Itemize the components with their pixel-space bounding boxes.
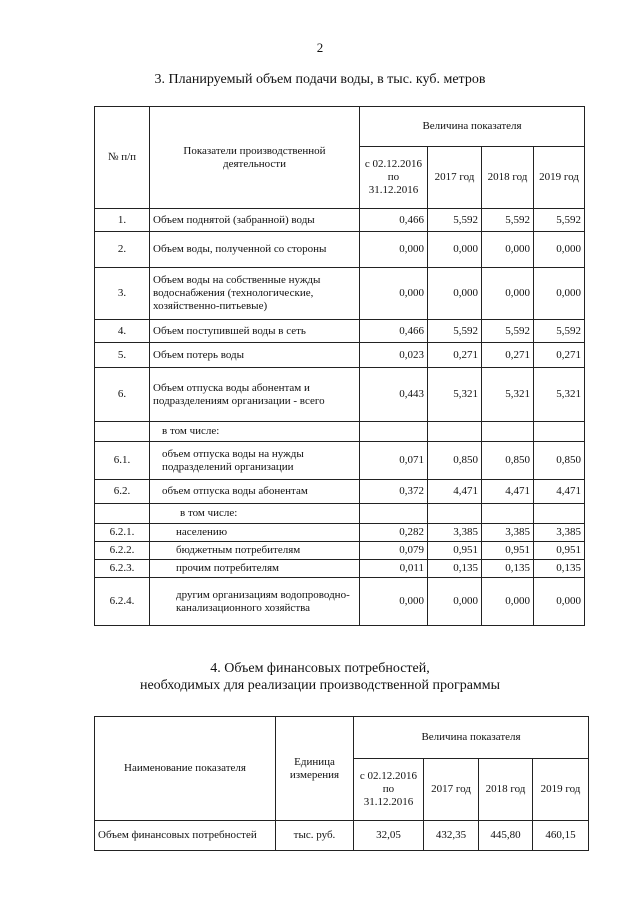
table-row [95, 209, 585, 232]
row-value: 5,592 [482, 320, 534, 343]
fin-header-2019: 2019 год [533, 759, 589, 821]
row-name: Объем поступившей воды в сеть [150, 320, 360, 343]
row-value: 5,321 [534, 368, 585, 422]
fin-header-value-group: Величина показателя [354, 717, 589, 759]
table-row [95, 442, 585, 480]
header-period1: с 02.12.2016 по 31.12.2016 [360, 147, 428, 209]
row-value: 0,000 [360, 578, 428, 626]
fin-row-value: 432,35 [424, 821, 479, 851]
fin-header-period1: с 02.12.2016 по 31.12.2016 [354, 759, 424, 821]
row-value: 5,321 [428, 368, 482, 422]
row-num: 1. [95, 209, 150, 232]
row-num: 6.2.2. [95, 542, 150, 560]
row-value: 0,282 [360, 524, 428, 542]
row-value: 5,321 [482, 368, 534, 422]
row-num [95, 422, 150, 442]
row-name: Объем поднятой (забранной) воды [150, 209, 360, 232]
section4-title [0, 660, 640, 694]
row-name: другим организациям водопроводно-канализационного хозяйства [150, 578, 360, 626]
financial-needs-table [94, 716, 589, 851]
table-row [95, 560, 585, 578]
row-value [534, 504, 585, 524]
row-value: 4,471 [428, 480, 482, 504]
row-value: 0,000 [428, 268, 482, 320]
row-value: 5,592 [428, 209, 482, 232]
row-value [360, 504, 428, 524]
fin-row-unit: тыс. руб. [276, 821, 354, 851]
header-2018: 2018 год [482, 147, 534, 209]
fin-row-value: 460,15 [533, 821, 589, 851]
row-num: 6.2. [95, 480, 150, 504]
row-value: 3,385 [482, 524, 534, 542]
header-indicators: Показатели производственной деятельности [150, 107, 360, 209]
table-row [95, 578, 585, 626]
row-value: 0,000 [482, 232, 534, 268]
row-value: 0,466 [360, 209, 428, 232]
row-name: Объем воды на собственные нужды водоснабжения (технологические, хозяйственно-питьевые) [150, 268, 360, 320]
section4-title-line2: необходимых для реализации производственной программы [139, 678, 501, 693]
row-num [95, 504, 150, 524]
row-value [428, 504, 482, 524]
table-row [95, 524, 585, 542]
row-value: 0,000 [534, 232, 585, 268]
row-value: 0,000 [482, 268, 534, 320]
row-value: 4,471 [534, 480, 585, 504]
row-value: 0,850 [534, 442, 585, 480]
table-row [95, 268, 585, 320]
row-value: 5,592 [534, 320, 585, 343]
row-value: 0,000 [534, 578, 585, 626]
table-row [95, 232, 585, 268]
table-row [95, 542, 585, 560]
row-value: 0,850 [428, 442, 482, 480]
table-row [95, 504, 585, 524]
row-num: 6.2.1. [95, 524, 150, 542]
row-value: 0,135 [428, 560, 482, 578]
row-value [482, 504, 534, 524]
row-name: в том числе: [150, 422, 360, 442]
row-value [534, 422, 585, 442]
table-row [95, 368, 585, 422]
row-value [360, 422, 428, 442]
row-value: 5,592 [534, 209, 585, 232]
row-name: Объем потерь воды [150, 343, 360, 368]
fin-row-value: 32,05 [354, 821, 424, 851]
row-name: Объем отпуска воды абонентам и подразделениям организации - всего [150, 368, 360, 422]
row-value: 0,000 [360, 268, 428, 320]
fin-header-2017: 2017 год [424, 759, 479, 821]
row-value: 0,079 [360, 542, 428, 560]
row-value: 0,951 [428, 542, 482, 560]
header-2019: 2019 год [534, 147, 585, 209]
row-name: Объем воды, полученной со стороны [150, 232, 360, 268]
row-value: 5,592 [428, 320, 482, 343]
row-value: 0,466 [360, 320, 428, 343]
row-value: 0,951 [534, 542, 585, 560]
row-value: 0,000 [428, 578, 482, 626]
row-name: в том числе: [150, 504, 360, 524]
row-value: 3,385 [534, 524, 585, 542]
header-2017: 2017 год [428, 147, 482, 209]
row-num: 6.2.3. [95, 560, 150, 578]
header-num: № п/п [95, 107, 150, 209]
row-num: 5. [95, 343, 150, 368]
row-num: 6. [95, 368, 150, 422]
row-value: 0,000 [360, 232, 428, 268]
section3-title: 3. Планируемый объем подачи воды, в тыс. куб. метров [154, 72, 486, 87]
row-value: 0,443 [360, 368, 428, 422]
fin-header-2018: 2018 год [479, 759, 533, 821]
row-name: прочим потребителям [150, 560, 360, 578]
fin-header-name: Наименование показателя [95, 717, 276, 821]
row-value [482, 422, 534, 442]
water-supply-table [94, 106, 585, 626]
table-row [95, 422, 585, 442]
row-num: 6.2.4. [95, 578, 150, 626]
row-value: 5,592 [482, 209, 534, 232]
row-num: 3. [95, 268, 150, 320]
table-row [95, 821, 589, 851]
row-value: 0,135 [482, 560, 534, 578]
row-value: 0,850 [482, 442, 534, 480]
row-value: 0,000 [534, 268, 585, 320]
row-num: 2. [95, 232, 150, 268]
row-value: 0,023 [360, 343, 428, 368]
row-value: 0,951 [482, 542, 534, 560]
row-value: 0,372 [360, 480, 428, 504]
row-value: 0,000 [482, 578, 534, 626]
row-name: населению [150, 524, 360, 542]
table-row [95, 320, 585, 343]
row-num: 4. [95, 320, 150, 343]
table-row [95, 343, 585, 368]
fin-row-value: 445,80 [479, 821, 533, 851]
row-name: бюджетным потребителям [150, 542, 360, 560]
row-value: 0,071 [360, 442, 428, 480]
fin-header-unit: Единица измерения [276, 717, 354, 821]
row-value [428, 422, 482, 442]
row-name: объем отпуска воды на нужды подразделений организации [150, 442, 360, 480]
row-value: 0,135 [534, 560, 585, 578]
table-row [95, 480, 585, 504]
row-name: объем отпуска воды абонентам [150, 480, 360, 504]
row-value: 0,011 [360, 560, 428, 578]
row-num: 6.1. [95, 442, 150, 480]
row-value: 0,271 [534, 343, 585, 368]
section4-title-line1: 4. Объем финансовых потребностей, [210, 661, 430, 676]
row-value: 0,271 [428, 343, 482, 368]
header-value-group: Величина показателя [360, 107, 585, 147]
fin-row-name: Объем финансовых потребностей [95, 821, 276, 851]
row-value: 3,385 [428, 524, 482, 542]
row-value: 0,000 [428, 232, 482, 268]
row-value: 0,271 [482, 343, 534, 368]
row-value: 4,471 [482, 480, 534, 504]
page-number: 2 [316, 40, 324, 55]
